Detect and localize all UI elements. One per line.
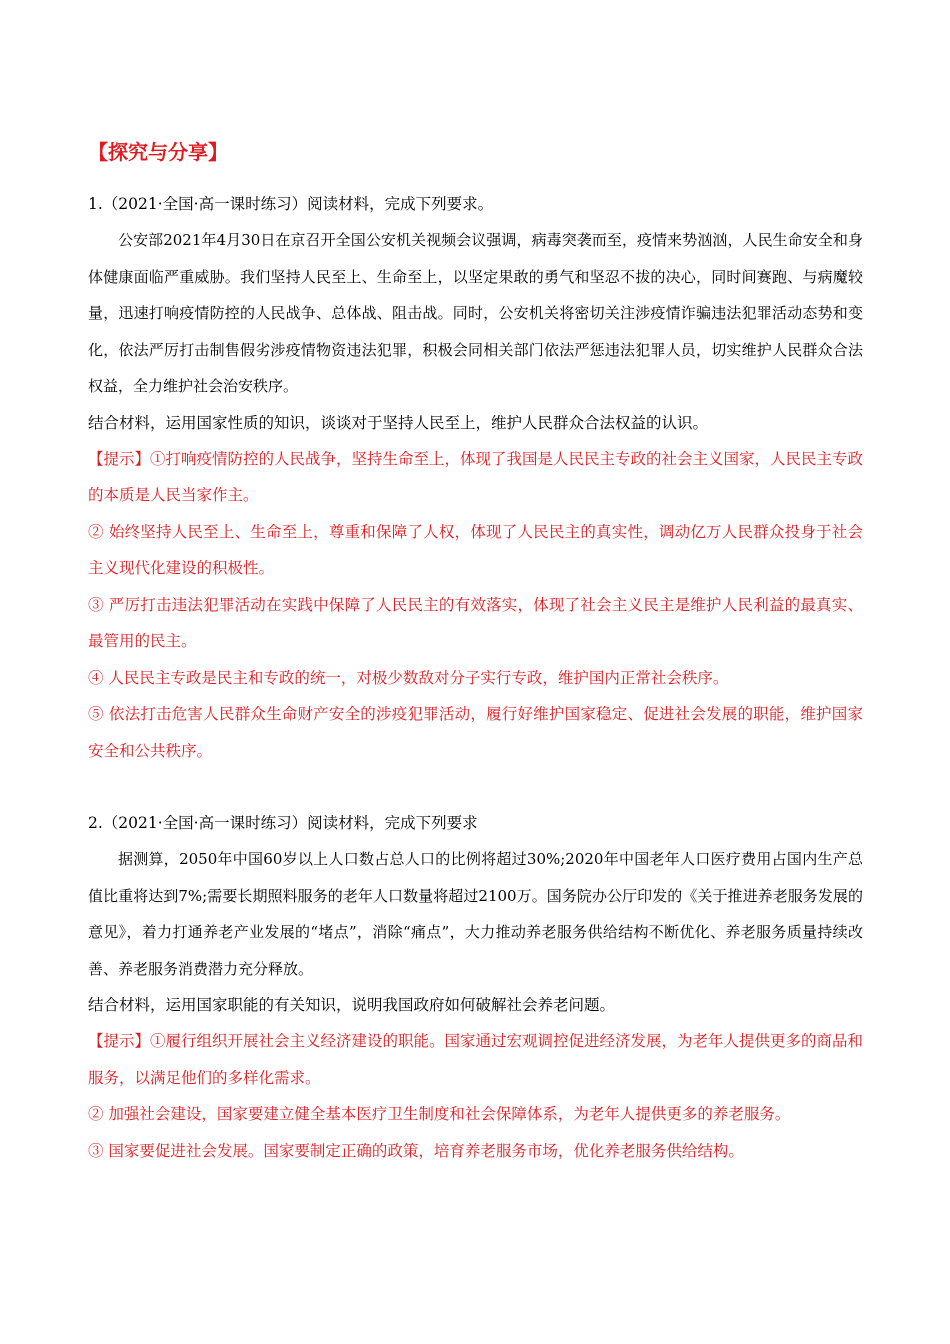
question-1-heading: 1.（2021·全国·高一课时练习）阅读材料，完成下列要求。 <box>88 195 494 213</box>
document-page <box>88 136 863 1169</box>
question-1-hint-4: ④ 人民民主专政是民主和专政的统一，对极少数敌对分子实行专政，维护国内正常社会秩序。 <box>88 668 729 687</box>
question-1-hint-3: ③ 严厉打击违法犯罪活动在实践中保障了人民民主的有效落实，体现了社会主义民主是维护人民利益的最真实、最管用的民主。 <box>88 595 863 650</box>
question-1 <box>88 186 863 769</box>
question-1-hint-5: ⑤ 依法打击危害人民群众生命财产安全的涉疫犯罪活动，履行好维护国家稳定、促进社会发展的职能，维护国家安全和公共秩序。 <box>88 705 863 760</box>
spacer <box>88 769 863 805</box>
question-2-heading: 2.（2021·全国·高一课时练习）阅读材料，完成下列要求 <box>88 814 478 832</box>
question-1-hint-2: ② 始终坚持人民至上、生命至上，尊重和保障了人权，体现了人民民主的真实性，调动亿万人民群众投身于社会主义现代化建设的积极性。 <box>88 522 863 577</box>
question-2 <box>88 805 863 1169</box>
question-2-hint-2: ② 加强社会建设，国家要建立健全基本医疗卫生制度和社会保障体系，为老年人提供更多的养老服务。 <box>88 1105 791 1123</box>
question-2-hint-1: 【提示】①履行组织开展社会主义经济建设的职能。国家通过宏观调控促进经济发展，为老年人提供更多的商品和服务，以满足他们的多样化需求。 <box>88 1032 864 1087</box>
question-1-material: 公安部2021年4月30日在京召开全国公安机关视频会议强调，病毒突袭而至，疫情来势汹汹，人民生命安全和身体健康面临严重威胁。我们坚持人民至上、生命至上，以坚定果敢的勇气和坚忍不拔的决心，同时间赛跑、与病魔较量，迅速打响疫情防控的人民战争、总体战、阻击战。同时，公安机关将密切关注涉疫情诈骗违法犯罪活动态势和变化，依法严厉打击制售假劣涉疫情物资违法犯罪，积极会同相关部门依法严惩违法犯罪人员，切实维护人民群众合法权益，全力维护社会治安秩序。 <box>88 231 863 395</box>
section-title: 【探究与分享】 <box>88 140 228 164</box>
question-1-task: 结合材料，运用国家性质的知识，谈谈对于坚持人民至上，维护人民群众合法权益的认识。 <box>88 413 709 432</box>
question-2-material: 据测算，2050年中国60岁以上人口数占总人口的比例将超过30%;2020年中国老年人口医疗费用占国内生产总值比重将达到7%;需要长期照料服务的老年人口数量将超过2100万。国务院办公厅印发的《关于推进养老服务发展的意见》，着力打通养老产业发展的“堵点”，消除“痛点”，大力推动养老服务供给结构不断优化、养老服务质量持续改善、养老服务消费潜力充分释放。 <box>88 850 863 978</box>
question-2-task: 结合材料，运用国家职能的有关知识，说明我国政府如何破解社会养老问题。 <box>88 996 616 1014</box>
question-2-hint-3: ③ 国家要促进社会发展。国家要制定正确的政策，培育养老服务市场，优化养老服务供给结构。 <box>88 1141 744 1160</box>
question-1-hint-1: 【提示】①打响疫情防控的人民战争，坚持生命至上，体现了我国是人民民主专政的社会主义国家，人民民主专政的本质是人民当家作主。 <box>88 449 864 504</box>
